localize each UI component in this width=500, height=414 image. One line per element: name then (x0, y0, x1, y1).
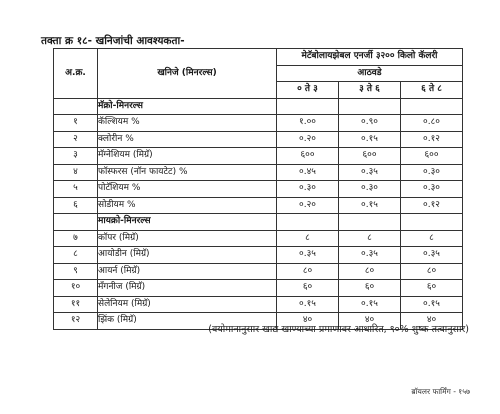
section-empty-cell (401, 214, 463, 231)
row-serial: ६ (54, 197, 98, 214)
table-row (54, 247, 463, 264)
row-serial: १० (54, 280, 98, 297)
section-row (54, 214, 463, 231)
table-row (54, 181, 463, 198)
section-row (54, 98, 463, 115)
row-mineral-name: सोडीयम % (98, 197, 277, 214)
row-serial: १२ (54, 313, 98, 330)
row-value: ०.४५ (277, 164, 339, 181)
row-value: ४० (401, 313, 463, 330)
header-serial: अ.क्र. (54, 49, 98, 99)
section-title: मायक्रो-मिनरल्स (98, 214, 277, 231)
row-serial: ११ (54, 296, 98, 313)
row-value: ०.१५ (339, 296, 401, 313)
row-serial: ५ (54, 181, 98, 198)
row-mineral-name: सेलेनियम (मिग्रॅ) (98, 296, 277, 313)
row-mineral-name: आयोडीन (मिग्रॅ) (98, 247, 277, 264)
row-value: ८ (277, 230, 339, 247)
section-serial-cell (54, 214, 98, 231)
row-value: ८ (339, 230, 401, 247)
header-week-0: ० ते ३ (277, 82, 339, 99)
header-row-1 (54, 49, 463, 66)
header-week-1: ३ ते ६ (339, 82, 401, 99)
section-empty-cell (339, 214, 401, 231)
row-value: ०.१५ (277, 296, 339, 313)
table-row (54, 296, 463, 313)
table-row (54, 131, 463, 148)
row-value: ६०० (401, 148, 463, 165)
section-empty-cell (401, 98, 463, 115)
section-empty-cell (277, 98, 339, 115)
row-mineral-name: मॅंगनीज (मिग्रॅ) (98, 280, 277, 297)
section-serial-cell (54, 98, 98, 115)
header-mineral: खनिजे (मिनरल्स) (98, 49, 277, 99)
row-serial: ८ (54, 247, 98, 264)
row-serial: १ (54, 115, 98, 132)
row-value: ६० (339, 280, 401, 297)
row-serial: ९ (54, 263, 98, 280)
footnote: (वयोमानानुसार खाद्य खाण्याच्या प्रमाणावर आधारित, ९०% शुष्क तत्वानुसार) (208, 324, 469, 335)
row-value: ०.३५ (277, 247, 339, 264)
row-value: ६० (277, 280, 339, 297)
row-mineral-name: मॅग्नेशियम (मिग्रॅ) (98, 148, 277, 165)
row-mineral-name: कॅल्शियम % (98, 115, 277, 132)
section-title: मॅक्रो-मिनरल्स (98, 98, 277, 115)
row-value: ०.२० (277, 131, 339, 148)
row-value: ०.३५ (339, 164, 401, 181)
row-value: ८ (401, 230, 463, 247)
row-value: ०.१२ (401, 197, 463, 214)
row-serial: ७ (54, 230, 98, 247)
row-value: ६०० (277, 148, 339, 165)
header-weeks: आठवडे (277, 65, 463, 82)
row-value: ६० (401, 280, 463, 297)
mineral-requirements-table (53, 48, 463, 330)
row-value: ०.९० (339, 115, 401, 132)
row-value: ०.२० (277, 197, 339, 214)
table-row (54, 148, 463, 165)
page-footer: ब्रॉयलर फार्मिंग - १५७ (411, 387, 470, 396)
row-value: ०.३५ (339, 247, 401, 264)
header-week-2: ६ ते ८ (401, 82, 463, 99)
row-value: ०.३५ (401, 247, 463, 264)
table-row (54, 263, 463, 280)
row-mineral-name: क्लोरीन % (98, 131, 277, 148)
section-empty-cell (277, 214, 339, 231)
row-value: ०.८० (401, 115, 463, 132)
row-value: ०.१५ (401, 296, 463, 313)
row-serial: ३ (54, 148, 98, 165)
row-value: ८० (401, 263, 463, 280)
header-energy: मेटॅबोलायझेबल एनर्जी ३२०० किलो कॅलरी (277, 49, 463, 66)
row-mineral-name: पोटॅशियम % (98, 181, 277, 198)
row-mineral-name: झिंक (मिग्रॅ) (98, 313, 277, 330)
row-value: ०.१५ (339, 131, 401, 148)
row-mineral-name: आयर्न (मिग्रॅ) (98, 263, 277, 280)
row-value: ०.३० (401, 164, 463, 181)
row-mineral-name: कॉपर (मिग्रॅ) (98, 230, 277, 247)
row-value: ०.१५ (339, 197, 401, 214)
row-value: ०.१२ (401, 131, 463, 148)
row-value: ८० (277, 263, 339, 280)
row-value: ०.३० (401, 181, 463, 198)
table-row (54, 115, 463, 132)
table-row (54, 280, 463, 297)
row-value: ४० (339, 313, 401, 330)
row-mineral-name: फॉस्फरस (नॉन फायटेट) % (98, 164, 277, 181)
table-caption: तक्ता क्र १८- खनिजांची आवश्यकता- (41, 35, 185, 47)
row-serial: ४ (54, 164, 98, 181)
row-value: ८० (339, 263, 401, 280)
section-empty-cell (339, 98, 401, 115)
table-row (54, 230, 463, 247)
row-value: ४० (277, 313, 339, 330)
row-serial: २ (54, 131, 98, 148)
table-row (54, 197, 463, 214)
row-value: ६०० (339, 148, 401, 165)
row-value: ०.३० (339, 181, 401, 198)
table-row (54, 164, 463, 181)
row-value: १.०० (277, 115, 339, 132)
row-value: ०.३० (277, 181, 339, 198)
